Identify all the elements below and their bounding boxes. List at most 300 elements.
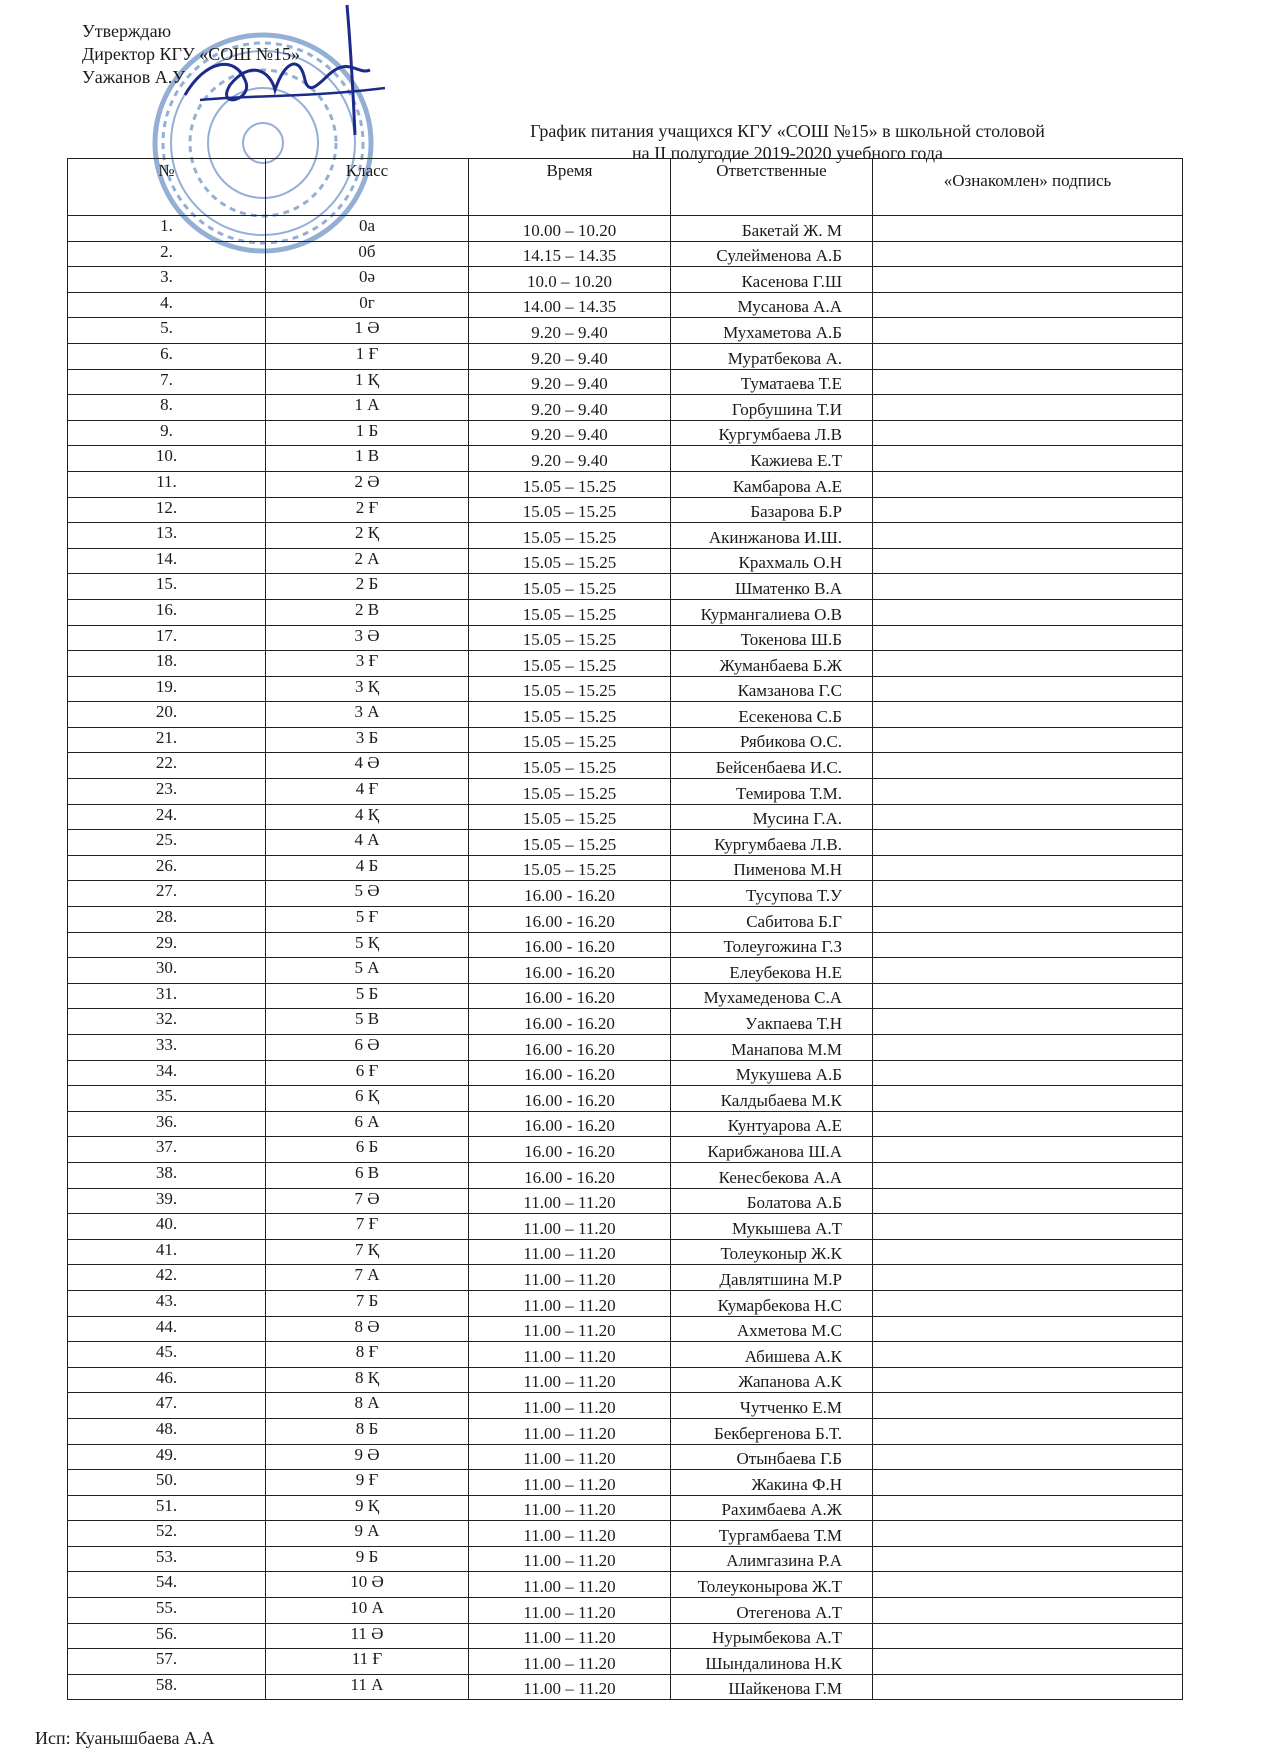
cell-time: 9.20 – 9.40 xyxy=(469,446,671,472)
approval-name: Уажанов А.У xyxy=(82,67,186,87)
cell-responsible: Мукышева А.Т xyxy=(671,1214,873,1240)
table-row xyxy=(68,292,1183,318)
table-row xyxy=(68,676,1183,702)
cell-time: 15.05 – 15.25 xyxy=(469,804,671,830)
approval-position: Директор КГУ «СОШ №15» xyxy=(82,44,301,64)
cell-responsible: Кургумбаева Л.В xyxy=(671,420,873,446)
cell-number: 46. xyxy=(68,1367,266,1393)
cell-signature[interactable] xyxy=(873,676,1183,702)
cell-time: 9.20 – 9.40 xyxy=(469,369,671,395)
cell-responsible: Нурымбекова А.Т xyxy=(671,1623,873,1649)
cell-responsible: Акинжанова И.Ш. xyxy=(671,523,873,549)
cell-responsible: Карибжанова Ш.А xyxy=(671,1137,873,1163)
cell-time: 16.00 - 16.20 xyxy=(469,881,671,907)
cell-signature[interactable] xyxy=(873,420,1183,446)
cell-class: 0б xyxy=(266,241,469,267)
cell-time: 15.05 – 15.25 xyxy=(469,702,671,728)
cell-responsible: Рябикова О.С. xyxy=(671,727,873,753)
cell-class: 9 Ә xyxy=(266,1444,469,1470)
cell-class: 9 Ғ xyxy=(266,1470,469,1496)
cell-responsible: Давлятшина М.Р xyxy=(671,1265,873,1291)
cell-responsible: Шматенко В.А xyxy=(671,574,873,600)
cell-number: 19. xyxy=(68,676,266,702)
cell-responsible: Горбушина Т.И xyxy=(671,395,873,421)
table-row xyxy=(68,420,1183,446)
cell-signature[interactable] xyxy=(873,395,1183,421)
cell-class: 0г xyxy=(266,292,469,318)
cell-signature[interactable] xyxy=(873,471,1183,497)
cell-responsible: Толеугожина Г.З xyxy=(671,932,873,958)
header-signature-text: «Ознакомлен» подпись xyxy=(943,171,1112,190)
cell-signature[interactable] xyxy=(873,907,1183,933)
cell-signature[interactable] xyxy=(873,292,1183,318)
cell-signature[interactable] xyxy=(873,727,1183,753)
cell-time: 16.00 - 16.20 xyxy=(469,1137,671,1163)
cell-class: 1 А xyxy=(266,395,469,421)
table-row xyxy=(68,574,1183,600)
table-row xyxy=(68,1111,1183,1137)
cell-signature[interactable] xyxy=(873,343,1183,369)
cell-time: 14.15 – 14.35 xyxy=(469,241,671,267)
cell-responsible: Тургамбаева Т.М xyxy=(671,1521,873,1547)
cell-number: 12. xyxy=(68,497,266,523)
table-row xyxy=(68,753,1183,779)
cell-responsible: Сулейменова А.Б xyxy=(671,241,873,267)
cell-class: 4 Ә xyxy=(266,753,469,779)
cell-responsible: Муратбекова А. xyxy=(671,343,873,369)
cell-time: 15.05 – 15.25 xyxy=(469,497,671,523)
cell-number: 57. xyxy=(68,1649,266,1675)
cell-responsible: Толеуконырова Ж.Т xyxy=(671,1572,873,1598)
cell-signature[interactable] xyxy=(873,1649,1183,1675)
cell-responsible: Манапова М.М xyxy=(671,1035,873,1061)
cell-time: 11.00 – 11.20 xyxy=(469,1623,671,1649)
cell-time: 15.05 – 15.25 xyxy=(469,523,671,549)
cell-number: 5. xyxy=(68,318,266,344)
table-row xyxy=(68,1342,1183,1368)
cell-time: 11.00 – 11.20 xyxy=(469,1367,671,1393)
cell-responsible: Крахмаль О.Н xyxy=(671,548,873,574)
cell-time: 9.20 – 9.40 xyxy=(469,343,671,369)
cell-time: 15.05 – 15.25 xyxy=(469,855,671,881)
cell-class: 9 А xyxy=(266,1521,469,1547)
cell-responsible: Кажиева Е.Т xyxy=(671,446,873,472)
cell-responsible: Сабитова Б.Г xyxy=(671,907,873,933)
cell-class: 0ә xyxy=(266,267,469,293)
cell-number: 38. xyxy=(68,1162,266,1188)
cell-signature[interactable] xyxy=(873,1086,1183,1112)
cell-time: 16.00 - 16.20 xyxy=(469,1086,671,1112)
table-row xyxy=(68,1367,1183,1393)
cell-number: 9. xyxy=(68,420,266,446)
cell-responsible: Кенесбекова А.А xyxy=(671,1162,873,1188)
cell-number: 1. xyxy=(68,216,266,242)
cell-time: 16.00 - 16.20 xyxy=(469,932,671,958)
cell-class: 2 В xyxy=(266,599,469,625)
cell-responsible: Кургумбаева Л.В. xyxy=(671,830,873,856)
cell-class: 0а xyxy=(266,216,469,242)
cell-time: 11.00 – 11.20 xyxy=(469,1521,671,1547)
cell-signature[interactable] xyxy=(873,1162,1183,1188)
table-row xyxy=(68,523,1183,549)
cell-number: 41. xyxy=(68,1239,266,1265)
cell-number: 33. xyxy=(68,1035,266,1061)
header-class: Класс xyxy=(266,159,469,216)
cell-number: 22. xyxy=(68,753,266,779)
table-row xyxy=(68,241,1183,267)
cell-number: 49. xyxy=(68,1444,266,1470)
cell-number: 30. xyxy=(68,958,266,984)
table-row xyxy=(68,983,1183,1009)
cell-number: 16. xyxy=(68,599,266,625)
cell-signature[interactable] xyxy=(873,1290,1183,1316)
cell-number: 37. xyxy=(68,1137,266,1163)
cell-time: 11.00 – 11.20 xyxy=(469,1393,671,1419)
cell-responsible: Мухамеденова С.А xyxy=(671,983,873,1009)
cell-signature[interactable] xyxy=(873,241,1183,267)
cell-number: 3. xyxy=(68,267,266,293)
cell-responsible: Чутченко Е.М xyxy=(671,1393,873,1419)
cell-signature[interactable] xyxy=(873,983,1183,1009)
cell-time: 15.05 – 15.25 xyxy=(469,599,671,625)
cell-number: 43. xyxy=(68,1290,266,1316)
cell-responsible: Алимгазина Р.А xyxy=(671,1546,873,1572)
table-row xyxy=(68,1316,1183,1342)
cell-signature[interactable] xyxy=(873,881,1183,907)
table-row xyxy=(68,1214,1183,1240)
cell-responsible: Касенова Г.Ш xyxy=(671,267,873,293)
cell-number: 34. xyxy=(68,1060,266,1086)
cell-number: 21. xyxy=(68,727,266,753)
header-time: Время xyxy=(469,159,671,216)
table-row xyxy=(68,1495,1183,1521)
cell-signature[interactable] xyxy=(873,651,1183,677)
cell-signature[interactable] xyxy=(873,523,1183,549)
cell-signature[interactable] xyxy=(873,446,1183,472)
cell-signature[interactable] xyxy=(873,1188,1183,1214)
cell-signature[interactable] xyxy=(873,779,1183,805)
cell-signature[interactable] xyxy=(873,958,1183,984)
cell-signature[interactable] xyxy=(873,1137,1183,1163)
table-row xyxy=(68,625,1183,651)
cell-number: 17. xyxy=(68,625,266,651)
cell-time: 9.20 – 9.40 xyxy=(469,420,671,446)
cell-class: 11 А xyxy=(266,1674,469,1700)
cell-class: 5 Қ xyxy=(266,932,469,958)
cell-class: 6 Ә xyxy=(266,1035,469,1061)
cell-class: 11 Ғ xyxy=(266,1649,469,1675)
cell-time: 11.00 – 11.20 xyxy=(469,1239,671,1265)
cell-responsible: Рахимбаева А.Ж xyxy=(671,1495,873,1521)
cell-signature[interactable] xyxy=(873,702,1183,728)
table-row xyxy=(68,958,1183,984)
cell-class: 2 Ғ xyxy=(266,497,469,523)
cell-number: 31. xyxy=(68,983,266,1009)
cell-signature[interactable] xyxy=(873,1009,1183,1035)
cell-signature[interactable] xyxy=(873,1265,1183,1291)
cell-class: 6 В xyxy=(266,1162,469,1188)
cell-number: 18. xyxy=(68,651,266,677)
cell-responsible: Болатова А.Б xyxy=(671,1188,873,1214)
table-row xyxy=(68,1470,1183,1496)
cell-class: 3 Б xyxy=(266,727,469,753)
cell-signature[interactable] xyxy=(873,599,1183,625)
cell-responsible: Елеубекова Н.Е xyxy=(671,958,873,984)
cell-responsible: Кунтуарова А.Е xyxy=(671,1111,873,1137)
cell-signature[interactable] xyxy=(873,830,1183,856)
table-header-row xyxy=(68,159,1183,216)
cell-time: 15.05 – 15.25 xyxy=(469,779,671,805)
table-row xyxy=(68,395,1183,421)
table-row xyxy=(68,830,1183,856)
cell-class: 5 Ғ xyxy=(266,907,469,933)
table-row xyxy=(68,1546,1183,1572)
cell-time: 11.00 – 11.20 xyxy=(469,1495,671,1521)
table-row xyxy=(68,907,1183,933)
cell-class: 2 Б xyxy=(266,574,469,600)
cell-signature[interactable] xyxy=(873,1495,1183,1521)
cell-signature[interactable] xyxy=(873,1444,1183,1470)
cell-signature[interactable] xyxy=(873,318,1183,344)
cell-signature[interactable] xyxy=(873,1060,1183,1086)
cell-class: 1 Қ xyxy=(266,369,469,395)
executor-note: Исп: Куанышбаева А.А xyxy=(35,1728,215,1748)
table-row xyxy=(68,1009,1183,1035)
cell-number: 36. xyxy=(68,1111,266,1137)
table-row xyxy=(68,497,1183,523)
cell-class: 8 Ә xyxy=(266,1316,469,1342)
cell-signature[interactable] xyxy=(873,369,1183,395)
table-row xyxy=(68,1137,1183,1163)
cell-class: 3 Қ xyxy=(266,676,469,702)
cell-time: 11.00 – 11.20 xyxy=(469,1342,671,1368)
cell-class: 4 Қ xyxy=(266,804,469,830)
cell-responsible: Темирова Т.М. xyxy=(671,779,873,805)
cell-responsible: Мусанова А.А xyxy=(671,292,873,318)
cell-number: 48. xyxy=(68,1418,266,1444)
cell-class: 6 Б xyxy=(266,1137,469,1163)
cell-number: 26. xyxy=(68,855,266,881)
table-row xyxy=(68,1265,1183,1291)
cell-number: 52. xyxy=(68,1521,266,1547)
cell-class: 8 Б xyxy=(266,1418,469,1444)
cell-class: 6 А xyxy=(266,1111,469,1137)
cell-signature[interactable] xyxy=(873,548,1183,574)
cell-time: 11.00 – 11.20 xyxy=(469,1418,671,1444)
cell-signature[interactable] xyxy=(873,1546,1183,1572)
cell-class: 6 Ғ xyxy=(266,1060,469,1086)
header-signature xyxy=(873,159,1183,216)
cell-number: 15. xyxy=(68,574,266,600)
cell-signature[interactable] xyxy=(873,1367,1183,1393)
cell-number: 29. xyxy=(68,932,266,958)
cell-signature[interactable] xyxy=(873,497,1183,523)
cell-number: 23. xyxy=(68,779,266,805)
table-row xyxy=(68,446,1183,472)
cell-signature[interactable] xyxy=(873,1521,1183,1547)
table-row xyxy=(68,1060,1183,1086)
cell-time: 9.20 – 9.40 xyxy=(469,318,671,344)
cell-signature[interactable] xyxy=(873,855,1183,881)
cell-number: 11. xyxy=(68,471,266,497)
cell-responsible: Мухаметова А.Б xyxy=(671,318,873,344)
cell-time: 15.05 – 15.25 xyxy=(469,830,671,856)
cell-class: 8 Ғ xyxy=(266,1342,469,1368)
cell-number: 39. xyxy=(68,1188,266,1214)
cell-time: 10.00 – 10.20 xyxy=(469,216,671,242)
cell-responsible: Бейсенбаева И.С. xyxy=(671,753,873,779)
table-row xyxy=(68,855,1183,881)
table-row xyxy=(68,1086,1183,1112)
cell-signature[interactable] xyxy=(873,574,1183,600)
cell-number: 2. xyxy=(68,241,266,267)
cell-number: 54. xyxy=(68,1572,266,1598)
cell-class: 6 Қ xyxy=(266,1086,469,1112)
cell-number: 42. xyxy=(68,1265,266,1291)
cell-class: 2 Ә xyxy=(266,471,469,497)
cell-class: 1 Б xyxy=(266,420,469,446)
cell-number: 51. xyxy=(68,1495,266,1521)
cell-responsible: Мукушева А.Б xyxy=(671,1060,873,1086)
cell-signature[interactable] xyxy=(873,1623,1183,1649)
cell-number: 14. xyxy=(68,548,266,574)
cell-class: 3 Ә xyxy=(266,625,469,651)
cell-number: 35. xyxy=(68,1086,266,1112)
cell-time: 11.00 – 11.20 xyxy=(469,1444,671,1470)
table-row xyxy=(68,471,1183,497)
cell-number: 56. xyxy=(68,1623,266,1649)
cell-time: 9.20 – 9.40 xyxy=(469,395,671,421)
cell-class: 4 Ғ xyxy=(266,779,469,805)
cell-class: 1 В xyxy=(266,446,469,472)
table-row xyxy=(68,1444,1183,1470)
cell-time: 15.05 – 15.25 xyxy=(469,574,671,600)
cell-signature[interactable] xyxy=(873,1342,1183,1368)
cell-class: 3 А xyxy=(266,702,469,728)
table-row xyxy=(68,369,1183,395)
header-number: № xyxy=(68,159,266,216)
cell-responsible: Бекбергенова Б.Т. xyxy=(671,1418,873,1444)
cell-number: 45. xyxy=(68,1342,266,1368)
cell-number: 8. xyxy=(68,395,266,421)
table-row xyxy=(68,343,1183,369)
cell-responsible: Жапанова А.К xyxy=(671,1367,873,1393)
cell-class: 5 Б xyxy=(266,983,469,1009)
cell-signature[interactable] xyxy=(873,1111,1183,1137)
cell-responsible: Камзанова Г.С xyxy=(671,676,873,702)
table-row xyxy=(68,702,1183,728)
cell-number: 55. xyxy=(68,1598,266,1624)
cell-responsible: Туматаева Т.Е xyxy=(671,369,873,395)
table-row xyxy=(68,881,1183,907)
cell-time: 16.00 - 16.20 xyxy=(469,958,671,984)
cell-time: 10.0 – 10.20 xyxy=(469,267,671,293)
cell-class: 8 Қ xyxy=(266,1367,469,1393)
cell-class: 5 Ә xyxy=(266,881,469,907)
cell-responsible: Калдыбаева М.К xyxy=(671,1086,873,1112)
table-row xyxy=(68,1290,1183,1316)
cell-responsible: Отегенова А.Т xyxy=(671,1598,873,1624)
table-row xyxy=(68,932,1183,958)
cell-signature[interactable] xyxy=(873,625,1183,651)
cell-time: 11.00 – 11.20 xyxy=(469,1188,671,1214)
cell-time: 11.00 – 11.20 xyxy=(469,1674,671,1700)
cell-responsible: Кумарбекова Н.С xyxy=(671,1290,873,1316)
cell-time: 11.00 – 11.20 xyxy=(469,1290,671,1316)
cell-signature[interactable] xyxy=(873,1470,1183,1496)
cell-number: 53. xyxy=(68,1546,266,1572)
cell-responsible: Жакина Ф.Н xyxy=(671,1470,873,1496)
cell-class: 9 Қ xyxy=(266,1495,469,1521)
table-row xyxy=(68,1239,1183,1265)
table-row xyxy=(68,1598,1183,1624)
cell-number: 27. xyxy=(68,881,266,907)
cell-class: 9 Б xyxy=(266,1546,469,1572)
meal-schedule-table xyxy=(67,158,1183,1700)
cell-class: 7 Қ xyxy=(266,1239,469,1265)
table-row xyxy=(68,1572,1183,1598)
table-row xyxy=(68,599,1183,625)
cell-class: 7 Б xyxy=(266,1290,469,1316)
cell-responsible: Шайкенова Г.М xyxy=(671,1674,873,1700)
cell-time: 11.00 – 11.20 xyxy=(469,1316,671,1342)
cell-time: 11.00 – 11.20 xyxy=(469,1265,671,1291)
cell-number: 10. xyxy=(68,446,266,472)
cell-class: 10 А xyxy=(266,1598,469,1624)
cell-signature[interactable] xyxy=(873,216,1183,242)
cell-signature[interactable] xyxy=(873,1316,1183,1342)
cell-signature[interactable] xyxy=(873,1418,1183,1444)
cell-signature[interactable] xyxy=(873,1674,1183,1700)
table-row xyxy=(68,267,1183,293)
cell-responsible: Пименова М.Н xyxy=(671,855,873,881)
cell-signature[interactable] xyxy=(873,1035,1183,1061)
cell-responsible: Абишева А.К xyxy=(671,1342,873,1368)
cell-signature[interactable] xyxy=(873,804,1183,830)
table-row xyxy=(68,1188,1183,1214)
cell-time: 15.05 – 15.25 xyxy=(469,471,671,497)
cell-class: 7 Ә xyxy=(266,1188,469,1214)
cell-signature[interactable] xyxy=(873,1598,1183,1624)
cell-signature[interactable] xyxy=(873,1214,1183,1240)
cell-class: 1 Ғ xyxy=(266,343,469,369)
cell-time: 15.05 – 15.25 xyxy=(469,727,671,753)
cell-signature[interactable] xyxy=(873,753,1183,779)
cell-class: 2 Қ xyxy=(266,523,469,549)
cell-number: 24. xyxy=(68,804,266,830)
cell-responsible: Тусупова Т.У xyxy=(671,881,873,907)
cell-signature[interactable] xyxy=(873,932,1183,958)
cell-time: 15.05 – 15.25 xyxy=(469,548,671,574)
cell-signature[interactable] xyxy=(873,1572,1183,1598)
cell-responsible: Шындалинова Н.К xyxy=(671,1649,873,1675)
cell-number: 25. xyxy=(68,830,266,856)
cell-signature[interactable] xyxy=(873,1239,1183,1265)
approval-block xyxy=(82,20,300,89)
cell-signature[interactable] xyxy=(873,267,1183,293)
cell-time: 16.00 - 16.20 xyxy=(469,983,671,1009)
cell-time: 16.00 - 16.20 xyxy=(469,1035,671,1061)
cell-responsible: Жуманбаева Б.Ж xyxy=(671,651,873,677)
cell-class: 4 А xyxy=(266,830,469,856)
cell-signature[interactable] xyxy=(873,1393,1183,1419)
cell-responsible: Базарова Б.Р xyxy=(671,497,873,523)
cell-time: 11.00 – 11.20 xyxy=(469,1598,671,1624)
cell-class: 1 Ә xyxy=(266,318,469,344)
cell-number: 7. xyxy=(68,369,266,395)
table-row xyxy=(68,1035,1183,1061)
cell-responsible: Камбарова А.Е xyxy=(671,471,873,497)
